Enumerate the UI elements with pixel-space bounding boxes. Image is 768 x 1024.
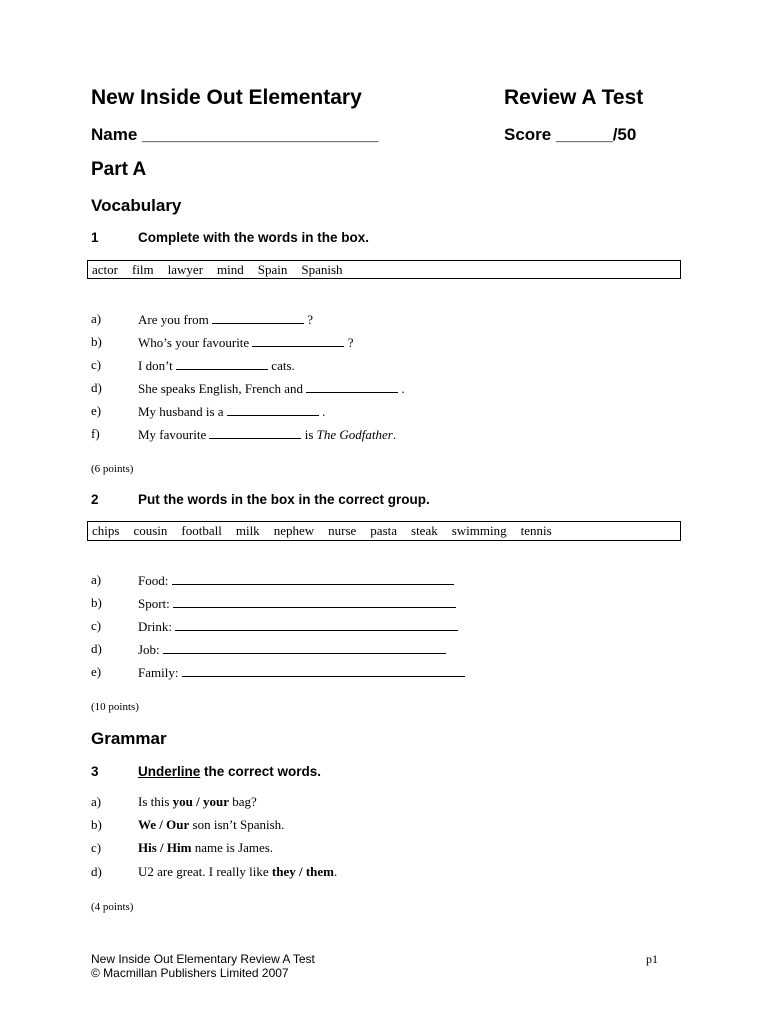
exercise-item: Is this you / your bag? — [138, 794, 257, 809]
box-word: chips — [92, 523, 120, 538]
word-box — [87, 521, 681, 541]
word-box — [87, 260, 681, 279]
exercise-item: Job: — [138, 641, 446, 658]
page-number: p1 — [646, 952, 658, 966]
item-label: a) — [91, 311, 102, 326]
question-number: 1 — [91, 230, 99, 245]
part-heading: Part A — [91, 159, 147, 180]
points-label: (10 points) — [91, 701, 139, 713]
box-word: Spain — [257, 262, 288, 277]
item-label: a) — [91, 572, 102, 587]
answer-line[interactable] — [182, 664, 465, 677]
item-label: d) — [91, 641, 102, 656]
item-label: b) — [91, 817, 102, 832]
item-label: a) — [91, 794, 102, 809]
box-word: steak — [411, 523, 438, 538]
box-word: Spanish — [301, 262, 343, 277]
exercise-item: Sport: — [138, 595, 456, 612]
item-label: d) — [91, 380, 102, 395]
grammar-heading: Grammar — [91, 729, 167, 748]
name-field: Name _________________________ — [91, 125, 379, 144]
score-field: Score ______/50 — [504, 125, 637, 144]
item-label: c) — [91, 618, 102, 633]
footer-title: New Inside Out Elementary Review A Test — [91, 952, 315, 966]
exercise-item: She speaks English, French and . — [138, 381, 405, 396]
item-label: c) — [91, 357, 102, 372]
points-label: (4 points) — [91, 901, 134, 913]
item-label: e) — [91, 403, 102, 418]
exercise-item: His / Him name is James. — [138, 840, 274, 855]
exercise-item: Who’s your favourite ? — [138, 335, 354, 350]
item-label: c) — [91, 840, 102, 855]
question-number: 3 — [91, 764, 99, 779]
exercise-item: My favourite is The Godfather. — [138, 427, 397, 442]
answer-blank[interactable] — [306, 380, 398, 393]
exercise-item: Drink: — [138, 618, 458, 635]
item-label: b) — [91, 595, 102, 610]
box-word: actor — [92, 262, 118, 277]
points-label: (6 points) — [91, 463, 134, 475]
item-label: b) — [91, 334, 102, 349]
question-instruction: Underline the correct words. — [138, 764, 322, 779]
answer-blank[interactable] — [209, 426, 301, 439]
item-label: e) — [91, 664, 102, 679]
word-choice[interactable]: His / Him — [138, 840, 192, 855]
answer-line[interactable] — [172, 572, 454, 585]
vocabulary-heading: Vocabulary — [91, 196, 182, 215]
answer-line[interactable] — [175, 618, 458, 631]
word-choice[interactable]: you / your — [172, 794, 230, 809]
box-word: cousin — [133, 523, 168, 538]
exercise-item: Are you from ? — [138, 312, 314, 327]
box-word: nephew — [273, 523, 315, 538]
box-word: tennis — [520, 523, 552, 538]
box-word: swimming — [451, 523, 507, 538]
answer-blank[interactable] — [227, 403, 319, 416]
answer-blank[interactable] — [212, 311, 304, 324]
exercise-item: My husband is a . — [138, 404, 326, 419]
footer-copyright: © Macmillan Publishers Limited 2007 — [91, 966, 289, 980]
exercise-item: I don’t cats. — [138, 358, 295, 373]
box-word: mind — [217, 262, 244, 277]
exercise-item: U2 are great. I really like they / them. — [138, 864, 338, 879]
word-choice[interactable]: they / them — [271, 864, 335, 879]
box-word: milk — [235, 523, 260, 538]
exercise-item: Family: — [138, 664, 465, 681]
item-label: f) — [91, 426, 100, 441]
question-number: 2 — [91, 492, 99, 507]
box-word: pasta — [370, 523, 398, 538]
box-word: nurse — [328, 523, 357, 538]
answer-line[interactable] — [163, 641, 446, 654]
exercise-item: Food: — [138, 572, 454, 589]
exercise-item: We / Our son isn’t Spanish. — [138, 817, 285, 832]
question-instruction: Complete with the words in the box. — [138, 230, 370, 245]
item-label: d) — [91, 864, 102, 879]
document-title: New Inside Out Elementary — [91, 86, 362, 109]
word-choice[interactable]: We / Our — [138, 817, 190, 832]
box-word: football — [181, 523, 222, 538]
answer-blank[interactable] — [176, 357, 268, 370]
box-word: lawyer — [167, 262, 204, 277]
test-name: Review A Test — [504, 86, 644, 109]
box-word: film — [131, 262, 154, 277]
question-instruction: Put the words in the box in the correct group. — [138, 492, 430, 507]
answer-line[interactable] — [173, 595, 456, 608]
answer-blank[interactable] — [252, 334, 344, 347]
